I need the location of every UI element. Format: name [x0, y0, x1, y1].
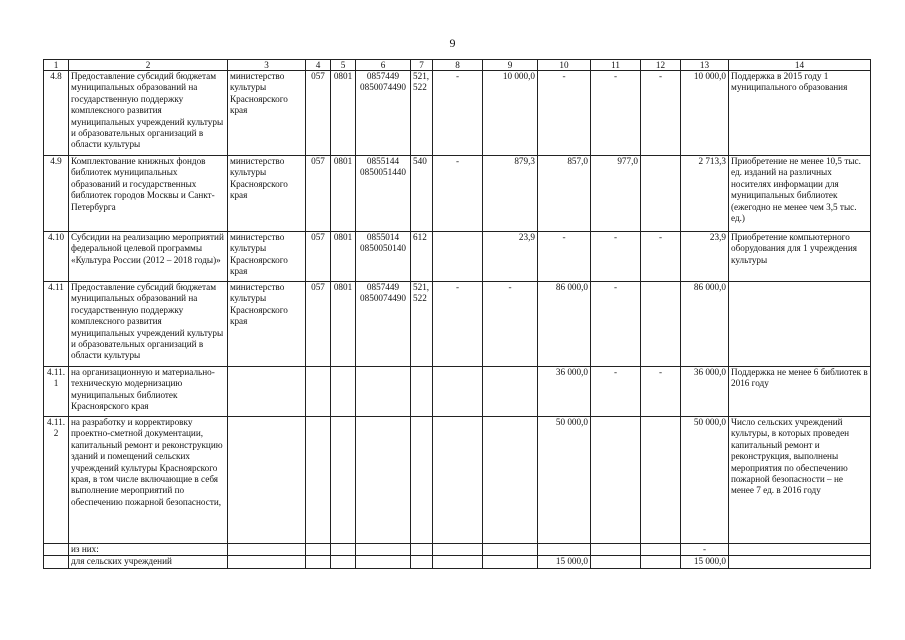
row-col10: 36 000,0 [538, 367, 591, 417]
row-executor [228, 417, 306, 544]
header-cell: 6 [356, 60, 411, 71]
row-col9 [483, 367, 538, 417]
row-col11 [591, 417, 641, 544]
row-col10 [538, 544, 591, 556]
row-rzpr [331, 417, 356, 544]
table-row [44, 367, 871, 417]
table-row [44, 417, 871, 544]
row-col9 [483, 544, 538, 556]
row-col9 [483, 556, 538, 568]
row-number: 4.9 [44, 156, 69, 232]
row-col10: 50 000,0 [538, 417, 591, 544]
row-vr [411, 417, 433, 544]
row-col9: 879,3 [483, 156, 538, 232]
row-total: 10 000,0 [681, 71, 729, 156]
row-col10: 857,0 [538, 156, 591, 232]
row-executor [228, 367, 306, 417]
row-col9 [483, 417, 538, 544]
row-result: Приобретение не менее 10,5 тыс. ед. изданий на различных носителях информации для муниципальных библиотек (ежегодно не менее чем 3,5 тыс. ед.) [729, 156, 871, 232]
row-col8 [433, 556, 483, 568]
row-grbs: 057 [306, 71, 331, 156]
row-grbs [306, 556, 331, 568]
program-table [43, 59, 871, 569]
row-vr: 612 [411, 232, 433, 282]
table-row [44, 282, 871, 367]
row-vr [411, 544, 433, 556]
row-csr: 0857449 0850074490 [356, 282, 411, 367]
row-result: Приобретение компьютерного оборудования для 1 учреждения культуры [729, 232, 871, 282]
row-csr [356, 417, 411, 544]
row-grbs [306, 544, 331, 556]
row-col11: 977,0 [591, 156, 641, 232]
row-executor: министерство культуры Красноярского края [228, 71, 306, 156]
row-vr [411, 556, 433, 568]
row-number: 4.11.1 [44, 367, 69, 417]
page-number: 9 [449, 36, 456, 50]
header-cell: 2 [69, 60, 228, 71]
header-cell: 14 [729, 60, 871, 71]
row-rzpr [331, 556, 356, 568]
row-col8: - [433, 71, 483, 156]
header-cell: 1 [44, 60, 69, 71]
row-total: 23,9 [681, 232, 729, 282]
table-row [44, 544, 871, 556]
row-result: Поддержка не менее 6 библиотек в 2016 году [729, 367, 871, 417]
row-col11: - [591, 282, 641, 367]
header-cell: 8 [433, 60, 483, 71]
row-col11: - [591, 367, 641, 417]
row-vr: 521, 522 [411, 282, 433, 367]
row-col11: - [591, 232, 641, 282]
header-cell: 13 [681, 60, 729, 71]
row-vr: 540 [411, 156, 433, 232]
row-csr [356, 556, 411, 568]
row-col10: 15 000,0 [538, 556, 591, 568]
row-number: 4.10 [44, 232, 69, 282]
row-col12 [641, 282, 681, 367]
row-executor: министерство культуры Красноярского края [228, 282, 306, 367]
header-cell: 12 [641, 60, 681, 71]
row-col12 [641, 556, 681, 568]
row-grbs: 057 [306, 156, 331, 232]
row-col9: 10 000,0 [483, 71, 538, 156]
header-row [44, 60, 871, 71]
row-col12: - [641, 232, 681, 282]
row-csr [356, 367, 411, 417]
row-executor: министерство культуры Красноярского края [228, 156, 306, 232]
row-col11 [591, 544, 641, 556]
row-csr: 0855014 0850050140 [356, 232, 411, 282]
header-cell: 5 [331, 60, 356, 71]
header-cell: 7 [411, 60, 433, 71]
row-col11: - [591, 71, 641, 156]
row-number: 4.11.2 [44, 417, 69, 544]
row-csr [356, 544, 411, 556]
row-col8 [433, 232, 483, 282]
row-rzpr: 0801 [331, 282, 356, 367]
row-result [729, 282, 871, 367]
table-row [44, 556, 871, 568]
header-cell: 4 [306, 60, 331, 71]
row-total: 36 000,0 [681, 367, 729, 417]
row-col8 [433, 544, 483, 556]
row-result: Поддержка в 2015 году 1 муниципального образования [729, 71, 871, 156]
row-total: 15 000,0 [681, 556, 729, 568]
row-number [44, 544, 69, 556]
row-name: на разработку и корректировку проектно-сметной документации, капитальный ремонт и реконструкцию зданий и помещений сельских учреждений культуры Красноярского края, в том числе включающие в себя выполнение мероприятий по обеспечению пожарной безопасности, [69, 417, 228, 544]
row-col12: - [641, 367, 681, 417]
row-name: для сельских учреждений [69, 556, 228, 568]
row-col12 [641, 544, 681, 556]
row-result [729, 544, 871, 556]
row-rzpr: 0801 [331, 156, 356, 232]
row-col12: - [641, 71, 681, 156]
row-result [729, 556, 871, 568]
header-cell: 9 [483, 60, 538, 71]
row-col8 [433, 367, 483, 417]
row-csr: 0855144 0850051440 [356, 156, 411, 232]
row-col8 [433, 417, 483, 544]
row-executor [228, 544, 306, 556]
row-col10: - [538, 71, 591, 156]
header-cell: 10 [538, 60, 591, 71]
row-col8: - [433, 156, 483, 232]
row-name: из них: [69, 544, 228, 556]
row-csr: 0857449 0850074490 [356, 71, 411, 156]
row-col12 [641, 156, 681, 232]
row-total: 86 000,0 [681, 282, 729, 367]
table-row [44, 156, 871, 232]
row-executor: министерство культуры Красноярского края [228, 232, 306, 282]
row-number [44, 556, 69, 568]
row-col12 [641, 417, 681, 544]
row-rzpr [331, 367, 356, 417]
header-cell: 3 [228, 60, 306, 71]
row-total: - [681, 544, 729, 556]
row-rzpr: 0801 [331, 232, 356, 282]
row-grbs: 057 [306, 232, 331, 282]
row-rzpr: 0801 [331, 71, 356, 156]
row-col9: 23,9 [483, 232, 538, 282]
row-name: на организационную и материально-техническую модернизацию муниципальных библиотек Красноярского края [69, 367, 228, 417]
row-grbs [306, 367, 331, 417]
row-result: Число сельских учреждений культуры, в которых проведен капитальный ремонт и реконструкция, выполнены мероприятия по обеспечению пожарной безопасности – не менее 7 ед. в 2016 году [729, 417, 871, 544]
row-name: Предоставление субсидий бюджетам муниципальных образований на государственную поддержку комплексного развития муниципальных учреждений культуры и образовательных организаций в области культуры [69, 71, 228, 156]
row-number: 4.11 [44, 282, 69, 367]
row-name: Предоставление субсидий бюджетам муниципальных образований на государственную поддержку комплексного развития муниципальных учреждений культуры и образовательных организаций в области культуры [69, 282, 228, 367]
row-rzpr [331, 544, 356, 556]
row-col10: - [538, 232, 591, 282]
row-col10: 86 000,0 [538, 282, 591, 367]
row-col8: - [433, 282, 483, 367]
row-col9: - [483, 282, 538, 367]
row-number: 4.8 [44, 71, 69, 156]
row-vr: 521, 522 [411, 71, 433, 156]
table-row [44, 232, 871, 282]
row-grbs: 057 [306, 282, 331, 367]
row-grbs [306, 417, 331, 544]
row-name: Комплектование книжных фондов библиотек муниципальных образований и государственных библиотек городов Москвы и Санкт-Петербурга [69, 156, 228, 232]
row-vr [411, 367, 433, 417]
row-col11 [591, 556, 641, 568]
row-total: 2 713,3 [681, 156, 729, 232]
row-executor [228, 556, 306, 568]
header-cell: 11 [591, 60, 641, 71]
row-name: Субсидии на реализацию мероприятий федеральной целевой программы «Культура России (2012 – 2018 годы)» [69, 232, 228, 282]
row-total: 50 000,0 [681, 417, 729, 544]
table-row [44, 71, 871, 156]
